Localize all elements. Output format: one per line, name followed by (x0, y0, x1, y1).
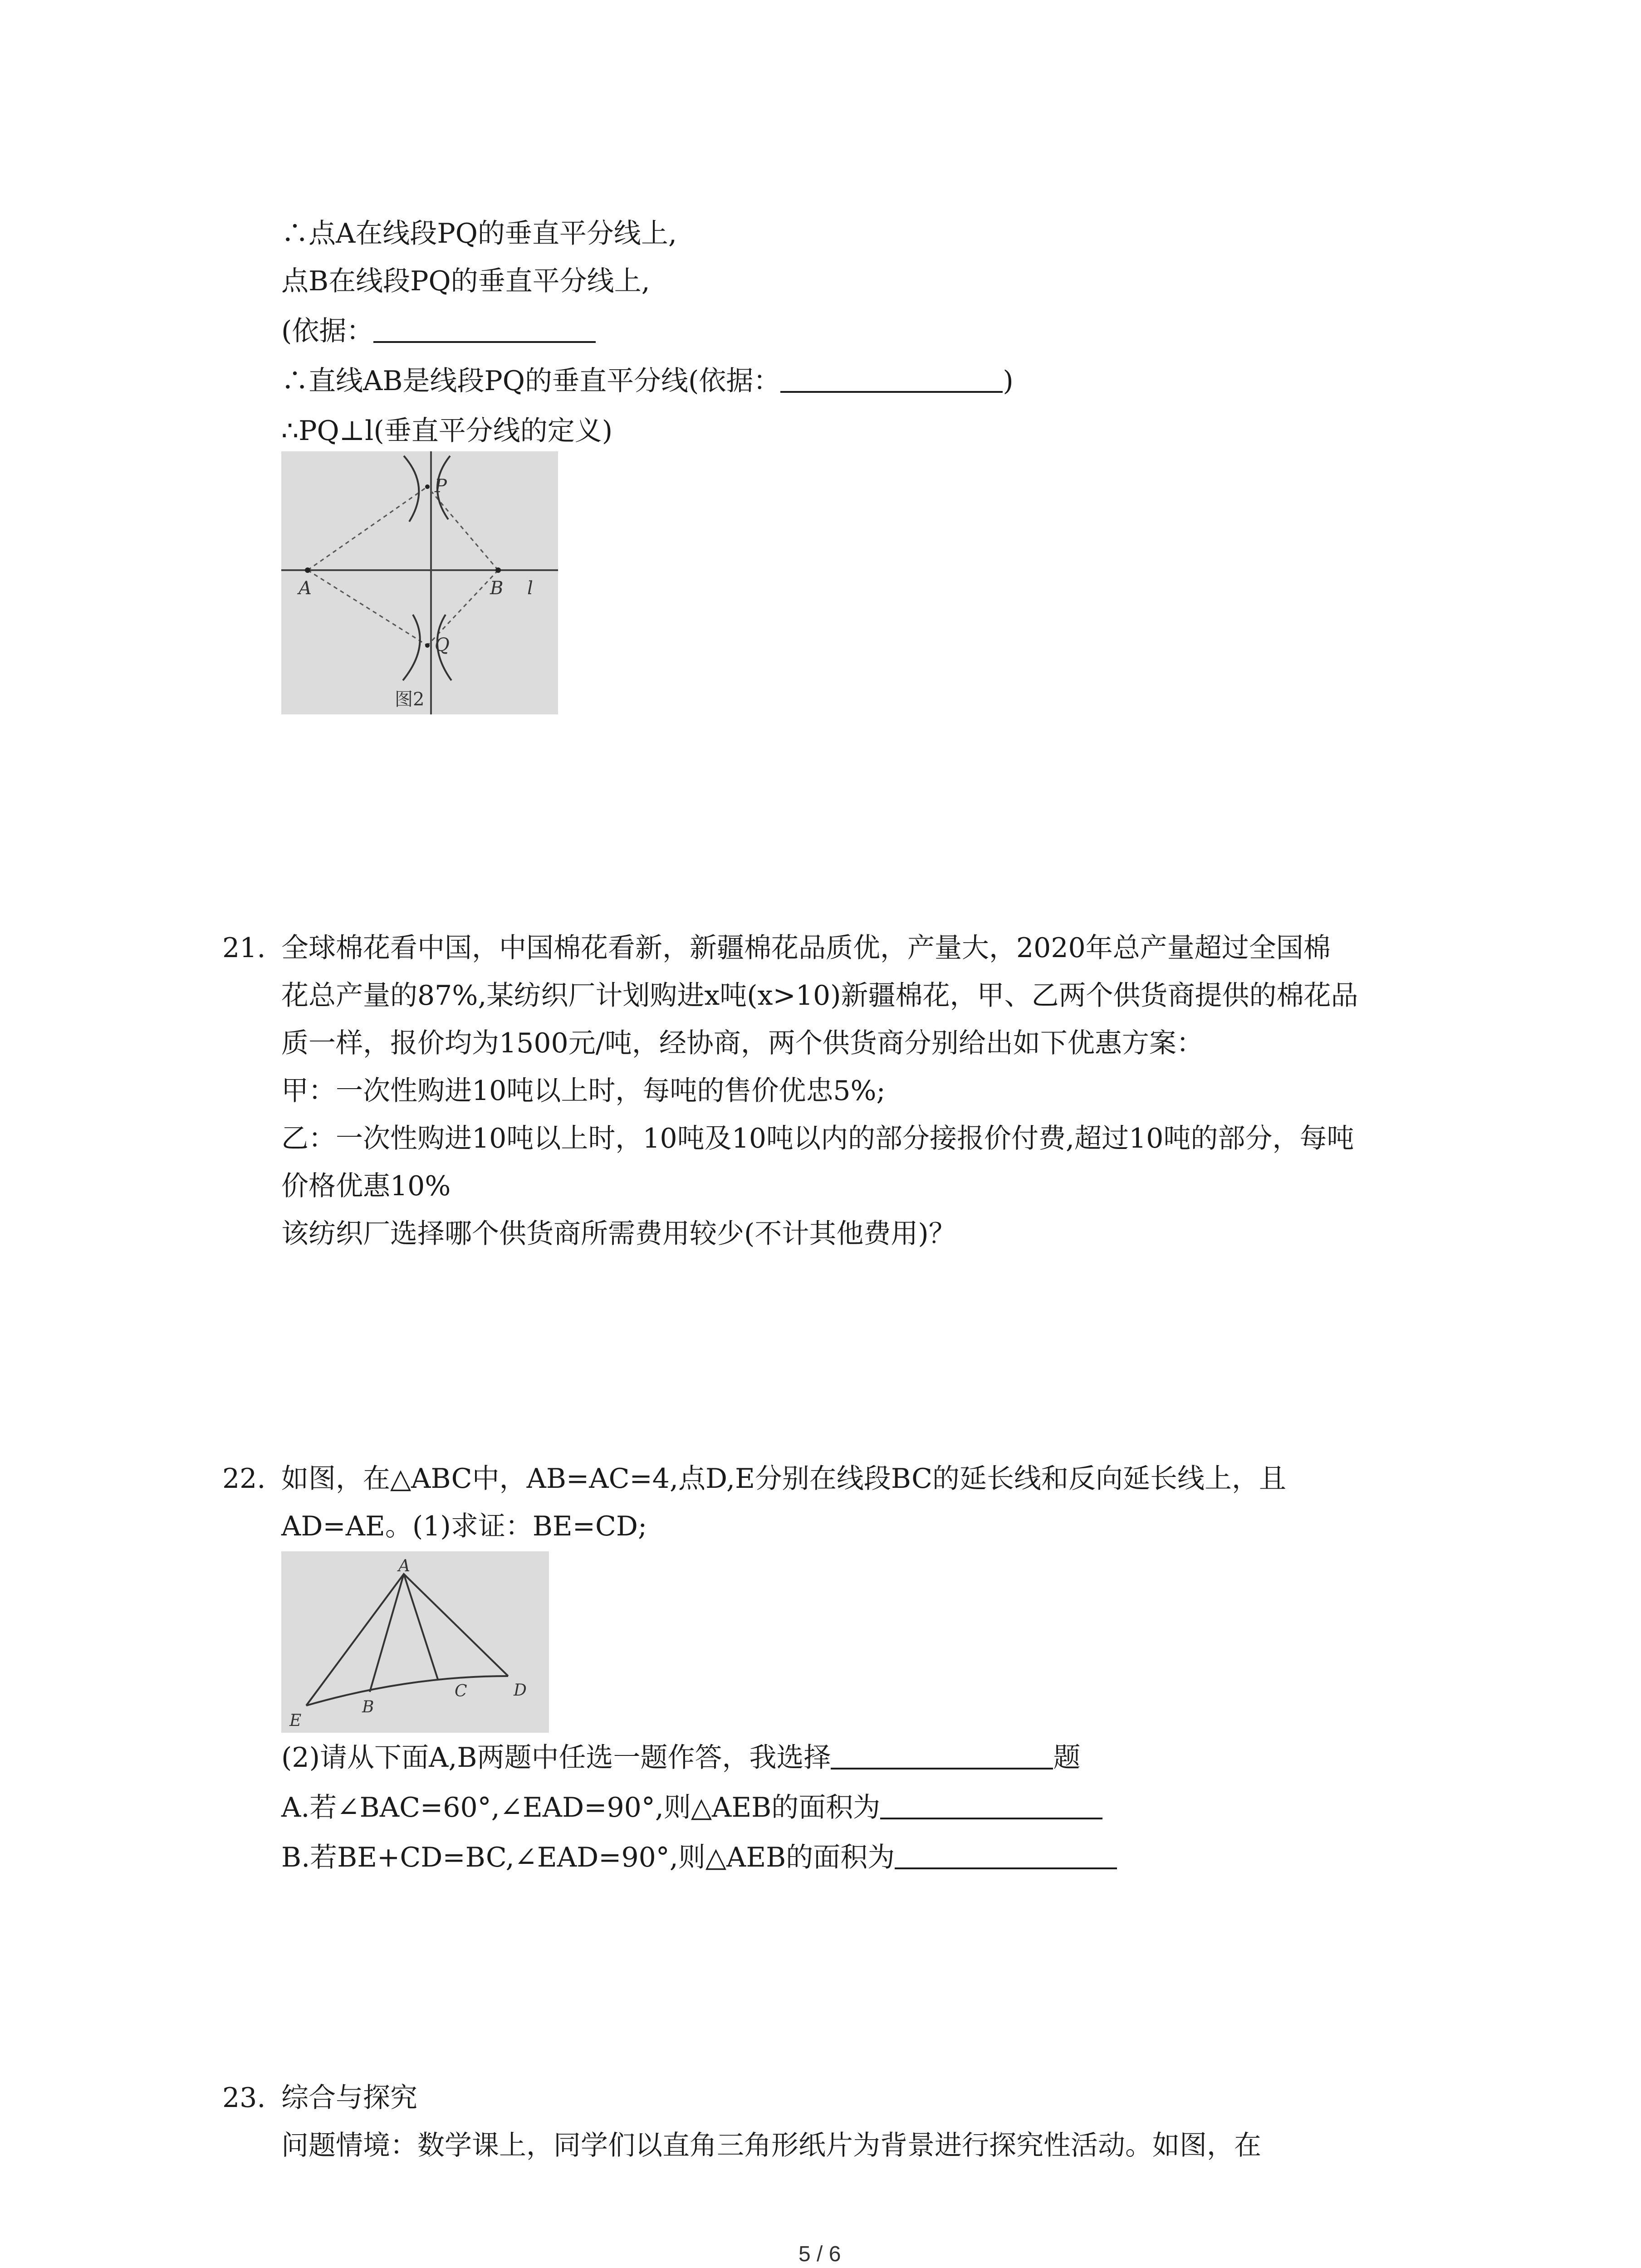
q22-line-2: AD=AE。(1)求证：BE=CD; (281, 1510, 647, 1542)
answer-blank (373, 314, 596, 343)
q23-title: 综合与探究 (281, 2082, 417, 2114)
triangle-figure (281, 1551, 549, 1733)
q22-line-1: 如图，在△ABC中，AB=AC=4,点D,E分别在线段BC的延长线和反向延长线上，且 (281, 1463, 1286, 1495)
question-21-number: 21. (222, 932, 266, 964)
q20-line-4: ∴直线AB是线段PQ的垂直平分线(依据： ) (281, 358, 1014, 404)
segment-AP (308, 487, 427, 570)
q22-part2: (2)请从下面A,B两题中任选一题作答，我选择 题 (281, 1735, 1080, 1780)
point-A (305, 567, 310, 573)
q21-line-1: 全球棉花看中国，中国棉花看新，新疆棉花品质优，产量大，2020年总产量超过全国棉 (281, 932, 1331, 964)
q22-option-a: A.若∠BAC=60°,∠EAD=90°,则△AEB的面积为 (281, 1785, 1102, 1830)
point-B (495, 567, 501, 573)
label-A: A (299, 578, 312, 599)
q21-line-3: 质一样，报价均为1500元/吨，经协商，两个供货商分别给出如下优惠方案： (281, 1027, 1204, 1059)
figure-2 (281, 451, 558, 714)
label-l: l (527, 578, 533, 599)
point-P (425, 484, 430, 489)
segment-AQ (308, 570, 427, 645)
q21-line-5: 乙：一次性购进10吨以上时，10吨及10吨以内的部分接报价付费,超过10吨的部分，每吨 (281, 1123, 1354, 1154)
page-number: 5 / 6 (798, 2242, 841, 2266)
answer-blank (895, 1840, 1117, 1869)
label-D: D (514, 1681, 527, 1700)
answer-blank (831, 1740, 1053, 1769)
q20-line-5: ∴PQ⊥l(垂直平分线的定义) (281, 415, 613, 447)
q21-line-6: 价格优惠10% (281, 1170, 451, 1202)
label-E: E (289, 1711, 302, 1730)
question-22-number: 22. (222, 1463, 266, 1495)
sides-AE-AD (306, 1574, 508, 1706)
q20-line-1: ∴点A在线段PQ的垂直平分线上, (281, 218, 677, 249)
point-Q (425, 643, 430, 648)
label-P: P (435, 476, 447, 497)
q21-line-7: 该纺织厂选择哪个供货商所需费用较少(不计其他费用)？ (281, 1218, 956, 1250)
label-B: B (490, 578, 504, 599)
answer-blank (880, 1790, 1102, 1819)
answer-blank (780, 364, 1003, 393)
q21-line-2: 花总产量的87%,某纺织厂计划购进x吨(x>10)新疆棉花，甲、乙两个供货商提供的棉花品 (281, 980, 1358, 1012)
base-ED (306, 1676, 508, 1706)
label-A: A (398, 1557, 410, 1575)
q20-line-3: (依据： (281, 308, 596, 354)
label-C: C (455, 1682, 467, 1701)
q21-line-4: 甲：一次性购进10吨以上时，每吨的售价优忠5%; (281, 1075, 886, 1107)
figure-caption: 图2 (395, 689, 425, 710)
side-AB (370, 1574, 404, 1692)
label-Q: Q (435, 635, 450, 655)
question-23-number: 23. (222, 2082, 266, 2114)
label-B: B (362, 1698, 374, 1716)
q23-line-1: 问题情境：数学课上，同学们以直角三角形纸片为背景进行探究性活动。如图，在 (281, 2130, 1261, 2161)
q22-option-b: B.若BE+CD=BC,∠EAD=90°,则△AEB的面积为 (281, 1835, 1117, 1880)
q20-line-2: 点B在线段PQ的垂直平分线上, (281, 265, 650, 297)
figure-2-drawing (281, 451, 558, 714)
arc-Q-1 (403, 615, 420, 680)
triangle-drawing (281, 1551, 549, 1733)
arc-P-1 (404, 456, 419, 522)
